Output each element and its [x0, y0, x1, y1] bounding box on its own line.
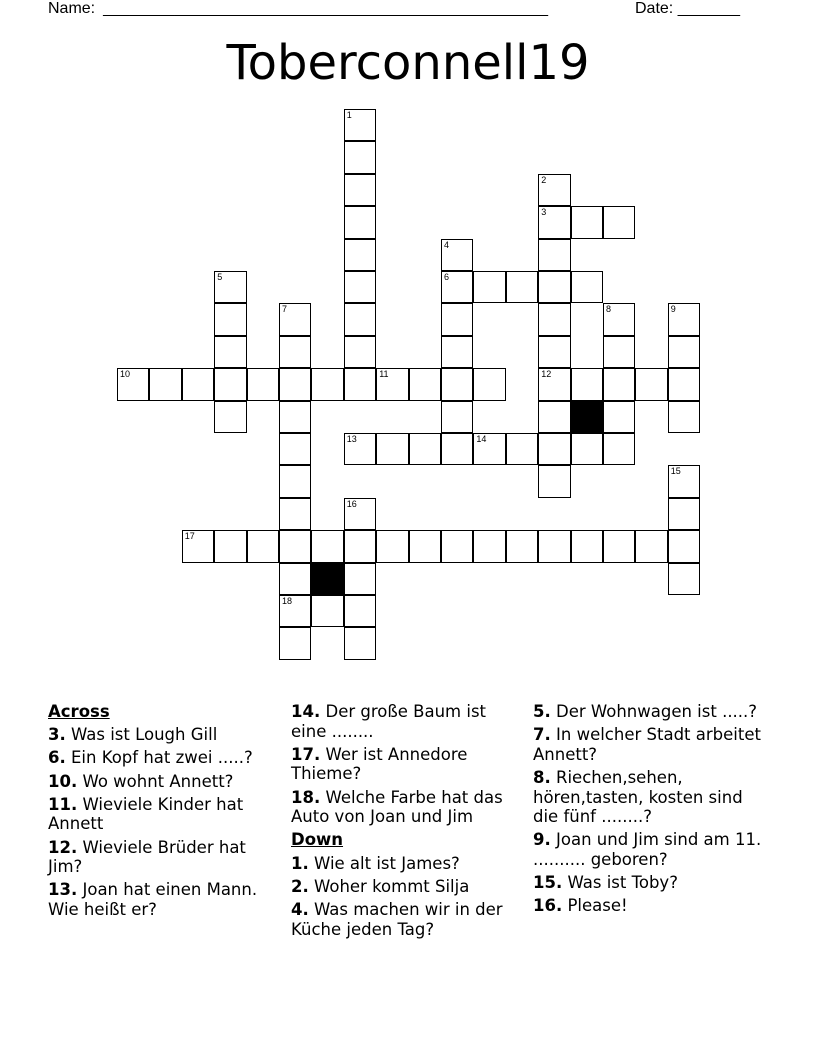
down-clue-list — [291, 854, 513, 940]
grid-cell[interactable] — [668, 336, 700, 368]
grid-cell[interactable] — [344, 303, 376, 335]
grid-cell[interactable] — [538, 336, 570, 368]
grid-cell[interactable] — [571, 433, 603, 465]
grid-cell[interactable] — [409, 433, 441, 465]
grid-cell[interactable] — [538, 368, 570, 400]
crossword-grid — [117, 109, 700, 661]
grid-cell[interactable] — [279, 336, 311, 368]
clue-item — [291, 854, 513, 874]
clue-text: Joan und Jim sind am 11. .......... geboren? — [533, 830, 762, 869]
clue-num: 15. — [533, 873, 563, 893]
clue-text: Woher kommt Silja — [314, 876, 470, 896]
grid-cell[interactable] — [279, 303, 311, 335]
across-clue-list-continued — [291, 702, 513, 827]
clue-num: 12. — [48, 837, 78, 857]
grid-cell[interactable] — [571, 530, 603, 562]
black-square — [311, 563, 343, 595]
grid-cell[interactable] — [344, 595, 376, 627]
grid-cell[interactable] — [571, 368, 603, 400]
grid-cell[interactable] — [538, 401, 570, 433]
clue-num: 18. — [291, 787, 321, 807]
clue-item — [291, 900, 513, 939]
grid-cell[interactable] — [214, 271, 246, 303]
clue-item — [533, 896, 769, 916]
clue-text: Wieviele Kinder hat Annett — [48, 794, 244, 834]
clue-item — [291, 702, 513, 741]
grid-cell[interactable] — [214, 336, 246, 368]
grid-cell[interactable] — [538, 206, 570, 238]
clue-item — [48, 795, 270, 834]
grid-cell[interactable] — [538, 174, 570, 206]
grid-cell[interactable] — [506, 271, 538, 303]
clue-item — [291, 877, 513, 897]
grid-cell[interactable] — [668, 498, 700, 530]
grid-cell[interactable] — [409, 530, 441, 562]
clue-item — [533, 768, 769, 827]
clue-item — [291, 788, 513, 827]
clue-text: In welcher Stadt arbeitet Annett? — [533, 725, 761, 764]
clue-text: Was ist Toby? — [567, 873, 678, 893]
clue-num: 16. — [533, 896, 563, 916]
clue-text: Was ist Lough Gill — [71, 725, 218, 745]
clue-number: 9 — [670, 304, 676, 315]
clue-number: 3 — [541, 207, 547, 218]
grid-cell[interactable] — [376, 368, 408, 400]
clue-number: 5 — [217, 272, 223, 282]
clue-number: 14 — [476, 434, 487, 444]
grid-cell[interactable] — [441, 530, 473, 562]
grid-cell[interactable] — [214, 303, 246, 335]
grid-cell[interactable] — [149, 368, 181, 400]
grid-cell[interactable] — [538, 465, 570, 497]
name-line[interactable]: __________________________________________________ — [103, 0, 549, 17]
clue-column-1 — [48, 702, 270, 923]
clue-number: 2 — [541, 174, 547, 185]
clue-item — [291, 745, 513, 784]
grid-cell[interactable] — [635, 530, 667, 562]
grid-cell[interactable] — [344, 627, 376, 659]
grid-cell[interactable] — [279, 530, 311, 562]
grid-cell[interactable] — [182, 368, 214, 400]
grid-cell[interactable] — [668, 368, 700, 400]
clue-item — [533, 873, 769, 893]
grid-cell[interactable] — [473, 530, 505, 562]
clue-num: 14. — [291, 702, 321, 721]
grid-cell[interactable] — [117, 368, 149, 400]
clue-text: Wieviele Brüder hat Jim? — [48, 837, 246, 877]
grid-cell[interactable] — [344, 336, 376, 368]
grid-cell[interactable] — [473, 433, 505, 465]
clue-num: 17. — [291, 744, 321, 764]
clue-text: Ein Kopf hat zwei .....? — [71, 748, 253, 768]
grid-cell[interactable] — [344, 239, 376, 271]
grid-cell[interactable] — [344, 530, 376, 562]
grid-cell[interactable] — [214, 368, 246, 400]
date-label: Date: — [635, 0, 674, 17]
grid-cell[interactable] — [538, 303, 570, 335]
clue-text: Wo wohnt Annett? — [82, 771, 234, 791]
grid-cell[interactable] — [344, 563, 376, 595]
grid-cell[interactable] — [441, 433, 473, 465]
clue-number: 7 — [282, 304, 288, 315]
date-line[interactable]: _______ — [677, 0, 740, 17]
grid-cell[interactable] — [311, 368, 343, 400]
grid-cell[interactable] — [538, 271, 570, 303]
clue-num: 7. — [533, 725, 551, 745]
clue-text: Wie alt ist James? — [314, 853, 460, 873]
grid-cell[interactable] — [603, 206, 635, 238]
grid-cell[interactable] — [214, 530, 246, 562]
grid-cell[interactable] — [538, 530, 570, 562]
clue-column-3 — [533, 702, 769, 920]
clue-num: 13. — [48, 880, 78, 900]
black-square — [571, 401, 603, 433]
clue-text: Der Wohnwagen ist .....? — [556, 702, 758, 721]
grid-cell[interactable] — [247, 368, 279, 400]
clue-text: Welche Farbe hat das Auto von Joan und Jim — [291, 787, 503, 827]
clue-number: 11 — [379, 369, 389, 380]
grid-cell[interactable] — [441, 271, 473, 303]
clue-item — [48, 880, 270, 919]
grid-cell[interactable] — [473, 271, 505, 303]
clue-text: Was machen wir in der Küche jeden Tag? — [291, 899, 503, 939]
clue-num: 9. — [533, 830, 551, 850]
clue-number: 18 — [282, 596, 293, 606]
grid-cell[interactable] — [506, 530, 538, 562]
clue-number: 16 — [346, 498, 357, 509]
clue-num: 11. — [48, 794, 78, 814]
grid-cell[interactable] — [214, 401, 246, 433]
grid-cell[interactable] — [344, 141, 376, 173]
clue-num: 8. — [533, 767, 551, 787]
clue-text: Please! — [567, 896, 628, 916]
clue-num: 5. — [533, 702, 551, 721]
grid-cell[interactable] — [635, 368, 667, 400]
grid-cell[interactable] — [603, 336, 635, 368]
clue-number: 13 — [346, 434, 357, 444]
clue-item — [533, 725, 769, 764]
date-group — [635, 0, 740, 22]
clue-text: Der große Baum ist eine ........ — [291, 702, 487, 741]
clue-num: 2. — [291, 876, 309, 896]
grid-cell[interactable] — [668, 563, 700, 595]
grid-cell[interactable] — [376, 530, 408, 562]
grid-cell[interactable] — [668, 303, 700, 335]
grid-cell[interactable] — [668, 530, 700, 562]
grid-cell[interactable] — [668, 401, 700, 433]
clue-number: 10 — [120, 369, 131, 380]
grid-cell[interactable] — [441, 239, 473, 271]
grid-cell[interactable] — [538, 433, 570, 465]
grid-cell[interactable] — [441, 401, 473, 433]
grid-cell[interactable] — [344, 109, 376, 141]
grid-cell[interactable] — [279, 433, 311, 465]
grid-cell[interactable] — [603, 433, 635, 465]
clue-number: 4 — [444, 239, 450, 250]
grid-cell[interactable] — [247, 530, 279, 562]
name-label: Name: — [48, 0, 96, 17]
grid-cell[interactable] — [182, 530, 214, 562]
clue-number: 8 — [606, 304, 612, 315]
grid-cell[interactable] — [311, 530, 343, 562]
grid-cell[interactable] — [441, 336, 473, 368]
grid-cell[interactable] — [603, 401, 635, 433]
grid-cell[interactable] — [571, 206, 603, 238]
grid-cell[interactable] — [441, 368, 473, 400]
clue-num: 10. — [48, 771, 78, 791]
grid-cell[interactable] — [344, 498, 376, 530]
clue-number: 6 — [444, 272, 450, 282]
clue-number: 12 — [541, 369, 552, 380]
grid-cell[interactable] — [473, 368, 505, 400]
down-clue-list-continued — [533, 702, 769, 916]
grid-cell[interactable] — [344, 271, 376, 303]
clue-text: Joan hat einen Mann. Wie heißt er? — [48, 880, 258, 919]
grid-cell[interactable] — [603, 303, 635, 335]
grid-cell[interactable] — [279, 563, 311, 595]
grid-cell[interactable] — [279, 368, 311, 400]
grid-cell[interactable] — [344, 368, 376, 400]
clue-number: 15 — [670, 466, 681, 477]
grid-cell[interactable] — [279, 465, 311, 497]
clue-item — [48, 772, 270, 792]
grid-cell[interactable] — [344, 174, 376, 206]
clue-num: 6. — [48, 748, 66, 768]
clue-item — [48, 725, 270, 745]
grid-cell[interactable] — [668, 465, 700, 497]
clue-num: 3. — [48, 725, 66, 745]
clue-column-2 — [291, 702, 513, 943]
grid-cell[interactable] — [441, 303, 473, 335]
grid-cell[interactable] — [344, 206, 376, 238]
clue-text: Wer ist Annedore Thieme? — [291, 744, 468, 784]
clue-item — [533, 830, 769, 869]
grid-cell[interactable] — [376, 433, 408, 465]
clue-number: 17 — [184, 531, 195, 542]
down-heading: Down — [291, 830, 344, 850]
grid-cell[interactable] — [279, 595, 311, 627]
grid-cell[interactable] — [279, 401, 311, 433]
across-heading: Across — [48, 702, 110, 721]
grid-cell[interactable] — [279, 627, 311, 659]
clue-item — [533, 702, 769, 722]
grid-cell[interactable] — [311, 595, 343, 627]
clue-number: 1 — [346, 110, 352, 120]
grid-cell[interactable] — [506, 433, 538, 465]
clue-item — [48, 838, 270, 877]
grid-cell[interactable] — [344, 433, 376, 465]
clue-num: 4. — [291, 899, 309, 919]
clue-item — [48, 748, 270, 768]
grid-cell[interactable] — [603, 530, 635, 562]
worksheet-header — [48, 0, 740, 22]
clue-text: Riechen,sehen, hören,tasten, kosten sind die fünf ........? — [533, 767, 743, 827]
puzzle-title: Toberconnell19 — [226, 35, 590, 91]
grid-cell[interactable] — [538, 239, 570, 271]
grid-cell[interactable] — [279, 498, 311, 530]
across-clue-list — [48, 725, 270, 919]
grid-cell[interactable] — [409, 368, 441, 400]
clue-num: 1. — [291, 853, 309, 873]
grid-cell[interactable] — [571, 271, 603, 303]
grid-cell[interactable] — [603, 368, 635, 400]
